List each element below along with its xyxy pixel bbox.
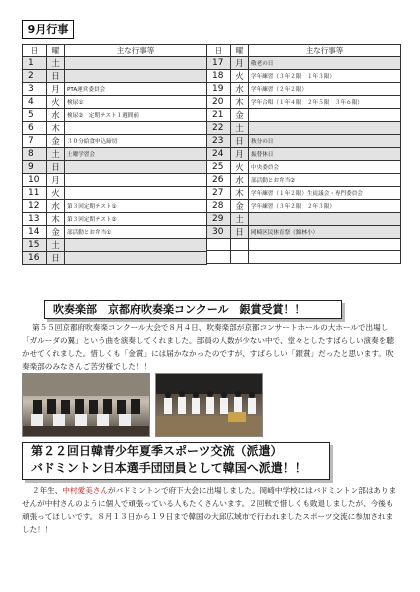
row-weekday: 水 [47,200,65,213]
row-event: 検尿① [65,96,207,109]
row-event: 秋分の日 [249,135,401,148]
header-weekday: 曜 [47,45,65,57]
row-weekday: 木 [231,96,249,109]
row-event: 第３回定期テスト① [65,200,207,213]
schedule-row [23,148,207,161]
row-weekday: 金 [231,109,249,122]
row-weekday: 水 [231,174,249,187]
row-event: 岡崎区民体育祭（錦林小） [249,226,401,239]
row-weekday: 日 [47,70,65,83]
row-date [207,239,231,251]
row-weekday: 土 [47,239,65,252]
row-date: 20 [207,96,231,109]
header-date: 日 [23,45,47,57]
schedule-row [23,239,207,252]
schedule-row [207,251,401,263]
row-weekday: 月 [231,57,249,70]
row-weekday: 日 [47,252,65,265]
schedule-row [23,70,207,83]
sports-section-text [22,484,400,536]
row-weekday: 月 [231,148,249,161]
row-weekday: 火 [47,187,65,200]
row-date: 30 [207,226,231,239]
row-date: 6 [23,122,47,135]
row-weekday: 金 [47,226,65,239]
sports-title-line-1: 第２２回日韓青少年夏季スポーツ交流（派遣） [31,444,283,458]
row-weekday: 土 [47,57,65,70]
row-weekday: 日 [231,135,249,148]
row-date: 23 [207,135,231,148]
row-event: PTA運営委員会 [65,83,207,96]
schedule-row [23,83,207,96]
row-weekday [231,239,249,251]
row-event [65,187,207,200]
schedule-row [207,109,401,122]
row-date: 8 [23,148,47,161]
row-date: 19 [207,83,231,96]
row-event [249,122,401,135]
schedule-row [207,161,401,174]
schedule-row [207,70,401,83]
band-concert-image [155,373,263,437]
row-event [249,251,401,263]
student-name: 中村愛美さん [62,486,108,495]
band-photo-image [22,373,150,437]
header-event: 主な行事等 [249,45,401,57]
schedule-row [23,109,207,122]
row-date: 26 [207,174,231,187]
schedule-row [23,200,207,213]
row-weekday: 土 [47,148,65,161]
row-event: 学年練習（３年２限 ２年３限） [249,200,401,213]
schedule-row [207,226,401,239]
row-event: 土曜学習会 [65,148,207,161]
row-date: 25 [207,161,231,174]
row-date: 1 [23,57,47,70]
row-date: 2 [23,70,47,83]
row-event: 敬老の日 [249,57,401,70]
row-event [65,161,207,174]
sports-title-line-2: バドミントン日本選手団団員として韓国へ派遣！！ [31,461,307,475]
row-event: ３０分給食申込締切 [65,135,207,148]
row-date: 16 [23,252,47,265]
row-date [207,251,231,263]
schedule-table-left [22,44,207,265]
row-weekday: 月 [47,83,65,96]
schedule-row [207,57,401,70]
row-weekday: 木 [47,122,65,135]
row-event: 部活動とお弁当② [249,174,401,187]
row-event [65,57,207,70]
row-date: 15 [23,239,47,252]
schedule-row [207,83,401,96]
row-weekday: 水 [47,109,65,122]
row-weekday: 月 [47,174,65,187]
row-weekday: 土 [231,122,249,135]
row-weekday: 火 [47,96,65,109]
band-section-title: 吹奏楽部 京都府吹奏楽コンクール 銀賞受賞！！ [44,300,342,319]
row-date: 11 [23,187,47,200]
row-event: 学年練習（２年２限） [249,83,401,96]
row-weekday: 金 [231,200,249,213]
row-weekday: 火 [231,161,249,174]
row-date: 29 [207,213,231,226]
schedule-row [23,135,207,148]
row-date: 4 [23,96,47,109]
band-section-text: 第５５回京都府吹奏楽コンクール大会で８月４日、吹奏楽部が京都コンサートホールの大ホールで出場し「ガルーダの翼」という曲を演奏してくれました。部員の人数が少ない中で、堂々としたすばらしい演奏を聴かせてくれました。惜しくも「金賞」には届かなかったのですが、すばらしい「銀賞」だったと思います。吹奏楽部のみなさんご苦労様でした！！ [22,323,394,371]
header-date: 日 [207,45,231,57]
schedule-row [207,96,401,109]
schedule-row [207,187,401,200]
row-event: 学年練習（１年２限）生徒議会・専門委員会 [249,187,401,200]
schedule-row [207,174,401,187]
schedule-row [207,122,401,135]
page-title: 9月行事 [22,20,74,39]
row-weekday [231,251,249,263]
schedule-row [207,135,401,148]
row-date: 27 [207,187,231,200]
row-event: 振替休日 [249,148,401,161]
row-event [65,239,207,252]
row-event [249,239,401,251]
schedule-row [23,96,207,109]
row-date: 5 [23,109,47,122]
sports-text-body: がバドミントンで府下大会に出場しました。岡崎中学校にはバドミントン部はありませんが中村さんのように個人で頑張っている人もたくさんいます。２回戦で惜しくも敗退しましたが、今後も頑張ってほしいです。８月１３日から１９日まで韓国の大邱広域市で行われましたスポーツ交流に参加されました！！ [22,486,397,534]
schedule-row [207,213,401,226]
row-date: 14 [23,226,47,239]
row-date: 12 [23,200,47,213]
header-weekday: 曜 [231,45,249,57]
row-date: 17 [207,57,231,70]
row-date: 9 [23,161,47,174]
row-event [65,174,207,187]
row-weekday: 木 [231,187,249,200]
row-event: 中央委員会 [249,161,401,174]
row-weekday: 火 [231,70,249,83]
header-event: 主な行事等 [65,45,207,57]
row-event: 学年合唱（１年４限 ２年５限 ３年６限） [249,96,401,109]
row-date: 22 [207,122,231,135]
schedule-row [207,148,401,161]
schedule-row [23,252,207,265]
row-weekday: 金 [47,135,65,148]
row-event [65,70,207,83]
schedule-row [23,161,207,174]
row-date: 3 [23,83,47,96]
row-event [249,109,401,122]
row-event: 部活動とお弁当① [65,226,207,239]
row-event: 第３回定期テスト② [65,213,207,226]
row-event: 学年練習（３年２限 １年３限） [249,70,401,83]
row-event [65,122,207,135]
sports-section-title [22,442,330,480]
row-date: 28 [207,200,231,213]
schedule-row [23,187,207,200]
schedule-row [23,226,207,239]
schedule-table-right [206,44,401,264]
row-weekday: 木 [47,213,65,226]
schedule-row [23,213,207,226]
sports-text-intro: ２年生、 [32,486,63,495]
row-event [65,252,207,265]
schedule-row [207,239,401,251]
schedule-row [23,174,207,187]
row-date: 21 [207,109,231,122]
row-date: 24 [207,148,231,161]
row-weekday: 土 [231,213,249,226]
row-date: 7 [23,135,47,148]
row-date: 13 [23,213,47,226]
row-weekday: 日 [231,226,249,239]
schedule-row [23,122,207,135]
schedule-row [23,57,207,70]
row-weekday: 水 [231,83,249,96]
row-date: 18 [207,70,231,83]
row-date: 10 [23,174,47,187]
row-event [249,213,401,226]
row-event: 検尿② 定期テスト１週間前 [65,109,207,122]
schedule-row [207,200,401,213]
row-weekday: 日 [47,161,65,174]
